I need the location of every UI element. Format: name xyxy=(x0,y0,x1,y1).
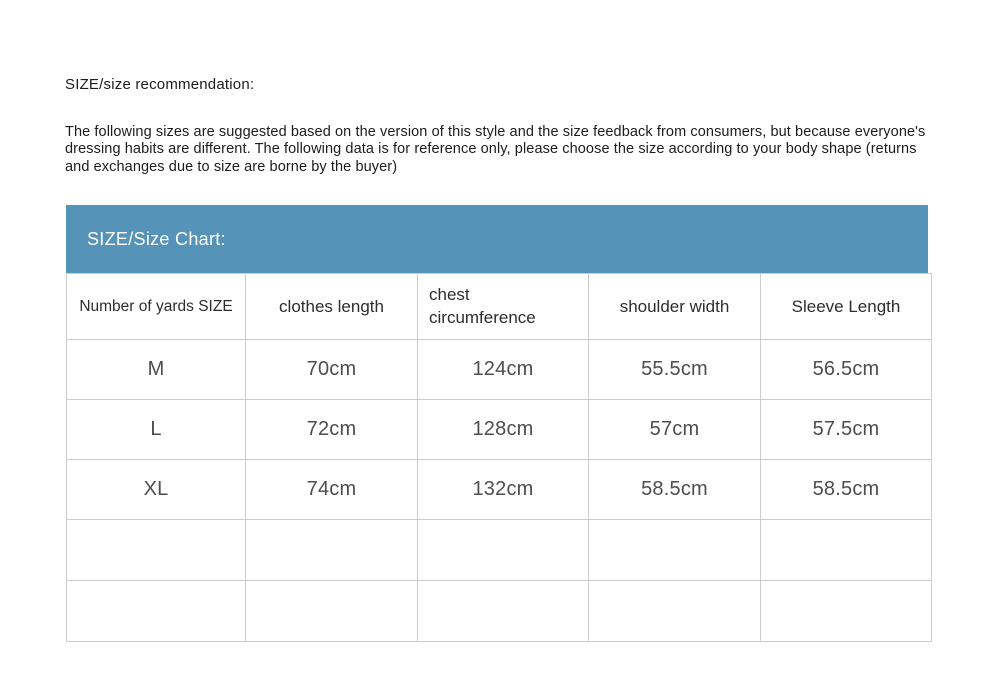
size-recommendation-text: The following sizes are suggested based on the version of this style and the size feedback from consumers, but because everyone's dressing habits are different. The following data is for reference only, please choose the size according to your body shape (returns and exchanges due to size are borne by the buyer) xyxy=(65,124,926,175)
empty-cell xyxy=(589,581,761,642)
empty-cell xyxy=(761,581,932,642)
table-row-xl xyxy=(67,460,932,520)
chest-circumference-cell: 128cm xyxy=(418,400,589,460)
sleeve-length-cell: 56.5cm xyxy=(761,340,932,400)
size-cell: L xyxy=(67,400,246,460)
size-chart-banner xyxy=(66,205,928,273)
empty-cell xyxy=(246,520,418,581)
shoulder-width-cell: 57cm xyxy=(589,400,761,460)
column-header-size: Number of yards SIZE xyxy=(67,274,246,340)
page-title: SIZE/size recommendation: xyxy=(65,76,255,93)
size-cell: XL xyxy=(67,460,246,520)
clothes-length-cell: 72cm xyxy=(246,400,418,460)
table-row-m xyxy=(67,340,932,400)
clothes-length-cell: 74cm xyxy=(246,460,418,520)
chest-circumference-cell: 132cm xyxy=(418,460,589,520)
column-header-chest-circumference: chest circumference xyxy=(418,274,589,340)
column-header-shoulder-width: shoulder width xyxy=(589,274,761,340)
empty-cell xyxy=(761,520,932,581)
size-cell: M xyxy=(67,340,246,400)
empty-cell xyxy=(589,520,761,581)
column-header-sleeve-length: Sleeve Length xyxy=(761,274,932,340)
table-row-l xyxy=(67,400,932,460)
column-header-clothes-length: clothes length xyxy=(246,274,418,340)
empty-cell xyxy=(246,581,418,642)
shoulder-width-cell: 55.5cm xyxy=(589,340,761,400)
empty-cell xyxy=(67,581,246,642)
table-header-row xyxy=(67,274,932,340)
chest-circumference-cell: 124cm xyxy=(418,340,589,400)
empty-cell xyxy=(418,581,589,642)
table-row-empty xyxy=(67,581,932,642)
size-chart-banner-title: SIZE/Size Chart: xyxy=(87,228,226,249)
empty-cell xyxy=(67,520,246,581)
clothes-length-cell: 70cm xyxy=(246,340,418,400)
sleeve-length-cell: 58.5cm xyxy=(761,460,932,520)
empty-cell xyxy=(418,520,589,581)
shoulder-width-cell: 58.5cm xyxy=(589,460,761,520)
sleeve-length-cell: 57.5cm xyxy=(761,400,932,460)
size-chart-table xyxy=(66,273,932,642)
table-row-empty xyxy=(67,520,932,581)
